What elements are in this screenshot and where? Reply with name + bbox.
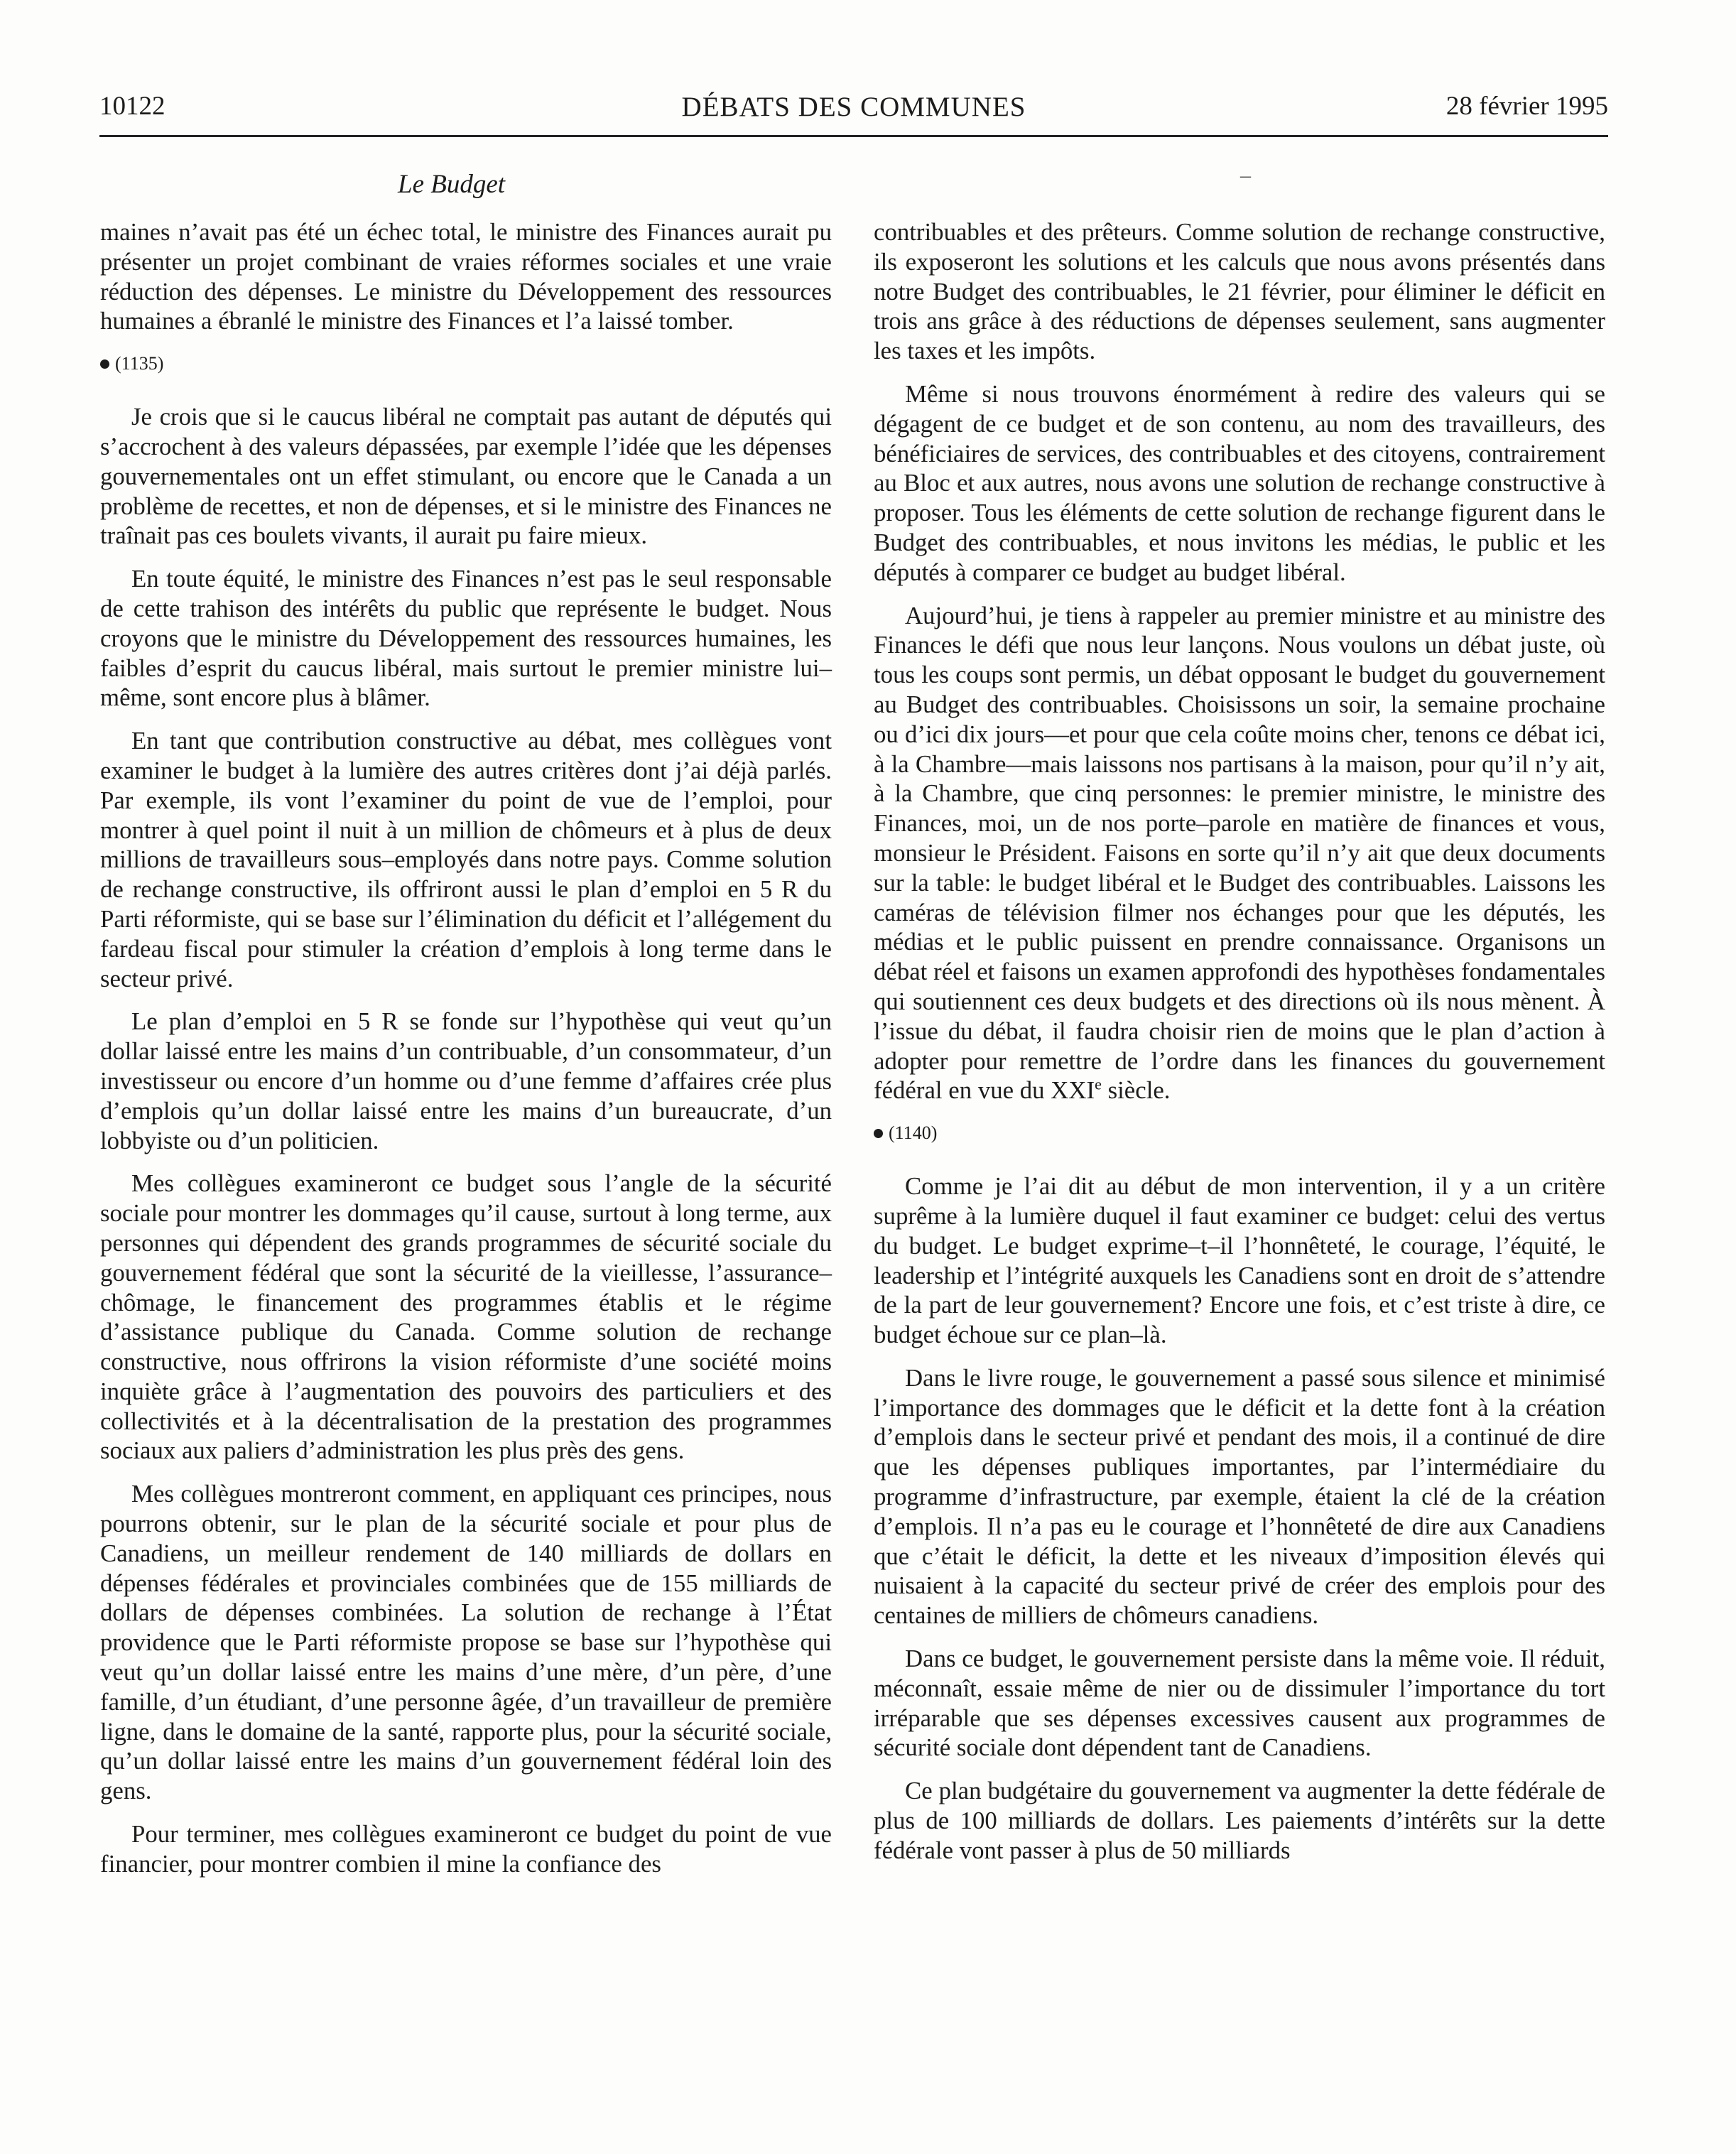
time-marker-label: (1135) — [115, 353, 164, 374]
paragraph-text: Aujourd’hui, je tiens à rappeler au premier ministre et au ministre des Finances le défi que nous leur lançons. Nous voulons un débat juste, où tous les coups sont permis, un débat opposant le budget du gouvernement au Budget des contribuables. Choisissons un soir, la semaine prochaine ou d’ici dix jours—et pour que cela coûte moins cher, tenons ce débat ici, à la Chambre—mais laissons nos partisans à la maison, pour qu’il n’y ait, à la Chambre, que cinq personnes: le premier ministre, le ministre des Finances, moi, un de nos porte–parole en matière de finances et vous, monsieur le Président. Faisons en sorte qu’il n’y ait que deux documents sur la table: le budget libéral et le Budget des contribuables. Laissons les caméras de télévision filmer nos échanges pour que les députés, les médias et le public puissent en prendre connaissance. Organisons un débat réel et faisons un examen approfondi des hypothèses fondamentales qui soutiennent ces deux budgets et des directions où ils nous mènent. À l’issue du débat, il faudra choisir rien de moins que le plan d’action à adopter pour remettre de l’ordre dans les finances du gouvernement fédéral en vue du — [874, 601, 1605, 1105]
bullet-icon — [100, 359, 109, 369]
page-number: 10122 — [99, 92, 166, 121]
century-superscript: e — [1095, 1075, 1102, 1093]
bullet-icon — [874, 1129, 883, 1138]
paragraph: Dans le livre rouge, le gouvernement a passé sous silence et minimisé l’importance des dommages que le déficit et la dette font à la création d’emplois dans le secteur privé et pendant des mois, il a continué de dire que les dépenses publiques importantes, par l’intermédiaire du programme d’infrastructure, par exemple, étaient la clé de la création d’emplois. Il n’a pas eu le courage et l’honnêteté de dire aux Canadiens que c’était le déficit, la dette et les niveaux d’imposition élevés qui nuisaient à la capacité du secteur privé de créer des emplois pour des centaines de milliers de chômeurs canadiens. — [874, 1363, 1605, 1630]
paragraph: En toute équité, le ministre des Finances n’est pas le seul responsable de cette trahison des intérêts du public que représente le budget. Nous croyons que le ministre du Développement des ressources humaines, les faibles d’esprit du caucus libéral, mais surtout le premier ministre lui–même, sont encore plus à blâmer. — [100, 565, 832, 712]
header-rule — [99, 135, 1608, 137]
paragraph: Dans ce budget, le gouvernement persiste dans la même voie. Il réduit, méconnaît, essaie même de nier ou de dissimuler l’importance du tort irréparable que ses dépenses excessives causent aux programmes de sécurité sociale dont dépendent tant de Canadiens. — [874, 1645, 1605, 1762]
paragraph: Ce plan budgétaire du gouvernement va augmenter la dette fédérale de plus de 100 milliards de dollars. Les paiements d’intérêts sur la dette fédérale vont passer à plus de 50 milliards — [874, 1777, 1605, 1864]
paragraph: Comme je l’ai dit au début de mon intervention, il y a un critère suprême à la lumière duquel il faut examiner ce budget: celui des vertus du budget. Le budget exprime–t–il l’honnêteté, le courage, l’équité, le leadership et l’intégrité auxquels les Canadiens sont en droit de s’attendre de la part de leur gouvernement? Encore une fois, et c’est triste à dire, ce budget échoue sur ce plan–là. — [874, 1172, 1605, 1349]
time-marker-label: (1140) — [889, 1122, 938, 1144]
time-marker — [874, 1119, 1605, 1147]
paragraph-end: siècle. — [1101, 1076, 1171, 1105]
margin-dash: – — [1240, 163, 1251, 187]
paragraph: maines n’avait pas été un échec total, le ministre des Finances aurait pu présenter un projet combinant de vraies réformes sociales et une vraie réduction des dépenses. Le ministre du Développement des ressources humaines a ébranlé le ministre des Finances et l’a laissé tomber. — [100, 218, 832, 335]
page-header — [99, 91, 1608, 134]
paragraph: Même si nous trouvons énormément à redire des valeurs qui se dégagent de ce budget et de son contenu, au nom des travailleurs, des bénéficiaires de services, des contribuables et des citoyens, contrairement au Bloc et aux autres, nous avons une solution de rechange constructive à proposer. Tous les éléments de cette solution de rechange figurent dans le Budget des contribuables, et nous invitons les médias, le public et les députés à comparer ce budget au budget libéral. — [874, 379, 1605, 586]
section-heading: Le Budget — [398, 170, 506, 199]
paragraph: Le plan d’emploi en 5 R se fonde sur l’hypothèse qui veut qu’un dollar laissé entre les mains d’un contribuable, d’un consommateur, d’un investisseur ou encore d’un homme ou d’une femme d’affaires crée plus d’emplois qu’un dollar laissé entre les mains d’un bureaucrate, d’un lobbyiste ou d’un politicien. — [100, 1007, 832, 1154]
paragraph: Mes collègues examineront ce budget sous l’angle de la sécurité sociale pour montrer les dommages qu’il cause, surtout à long terme, aux personnes qui dépendent des grands programmes de sécurité sociale du gouvernement fédéral que sont la sécurité de la vieillesse, l’assurance–chômage, le financement des programmes établis et le régime d’assistance publique du Canada. Comme solution de rechange constructive, nous offrirons la vision réformiste d’une société moins inquiète grâce à l’augmentation des pouvoirs des particuliers et des collectivités et à la décentralisation de la prestation des programmes sociaux aux paliers d’administration les plus près des gens. — [100, 1169, 832, 1465]
paragraph — [874, 601, 1605, 1106]
time-marker — [100, 350, 832, 378]
paragraph: Je crois que si le caucus libéral ne comptait pas autant de députés qui s’accrochent à des valeurs dépassées, par exemple l’idée que les dépenses gouvernementales ont un effet stimulant, ou encore que le Canada a un problème de recettes, et non de dépenses, et si le ministre des Finances ne traînait pas ces boulets vivants, il aurait pu faire mieux. — [100, 403, 832, 550]
left-column — [100, 217, 832, 1893]
right-column — [874, 217, 1605, 1879]
century-numeral: XXI — [1051, 1076, 1095, 1105]
paragraph: contribuables et des prêteurs. Comme solution de rechange constructive, ils exposeront les solutions et les calculs que nous avons présentés dans notre Budget des contribuables, le 21 février, pour éliminer le déficit en trois ans grâce à des réductions de dépenses seulement, sans augmenter les taxes et les impôts. — [874, 218, 1605, 365]
publication-title: DÉBATS DES COMMUNES — [681, 92, 1026, 122]
paragraph: Mes collègues montreront comment, en appliquant ces principes, nous pourrons obtenir, sur le plan de la sécurité sociale et pour plus de Canadiens, un meilleur rendement de 140 milliards de dollars en dépenses fédérales et provinciales combinées que de 155 milliards de dollars de dépenses combinées. La solution de rechange à l’État providence que le Parti réformiste propose se base sur l’hypothèse qui veut qu’un dollar laissé entre les mains d’une mère, d’un père, d’une famille, d’un étudiant, d’une personne âgée, d’un travailleur de première ligne, dans le domaine de la santé, rapporte plus, pour la sécurité sociale, qu’un dollar laissé entre les mains d’un gouvernement fédéral loin des gens. — [100, 1480, 832, 1805]
paragraph: En tant que contribution constructive au débat, mes collègues vont examiner le budget à la lumière des autres critères dont j’ai déjà parlés. Par exemple, ils vont l’examiner du point de vue de l’emploi, pour montrer à quel point il nuit à un million de chômeurs et à plus de deux millions de travailleurs sous–employés dans notre pays. Comme solution de rechange constructive, ils offriront aussi le plan d’emploi en 5 R du Parti réformiste, qui se base sur l’élimination du déficit et l’allégement du fardeau fiscal pour stimuler la création d’emplois à long terme dans le secteur privé. — [100, 727, 832, 992]
page-date: 28 février 1995 — [1445, 92, 1608, 121]
paragraph: Pour terminer, mes collègues examineront ce budget du point de vue financier, pour montrer combien il mine la confiance des — [100, 1820, 832, 1878]
